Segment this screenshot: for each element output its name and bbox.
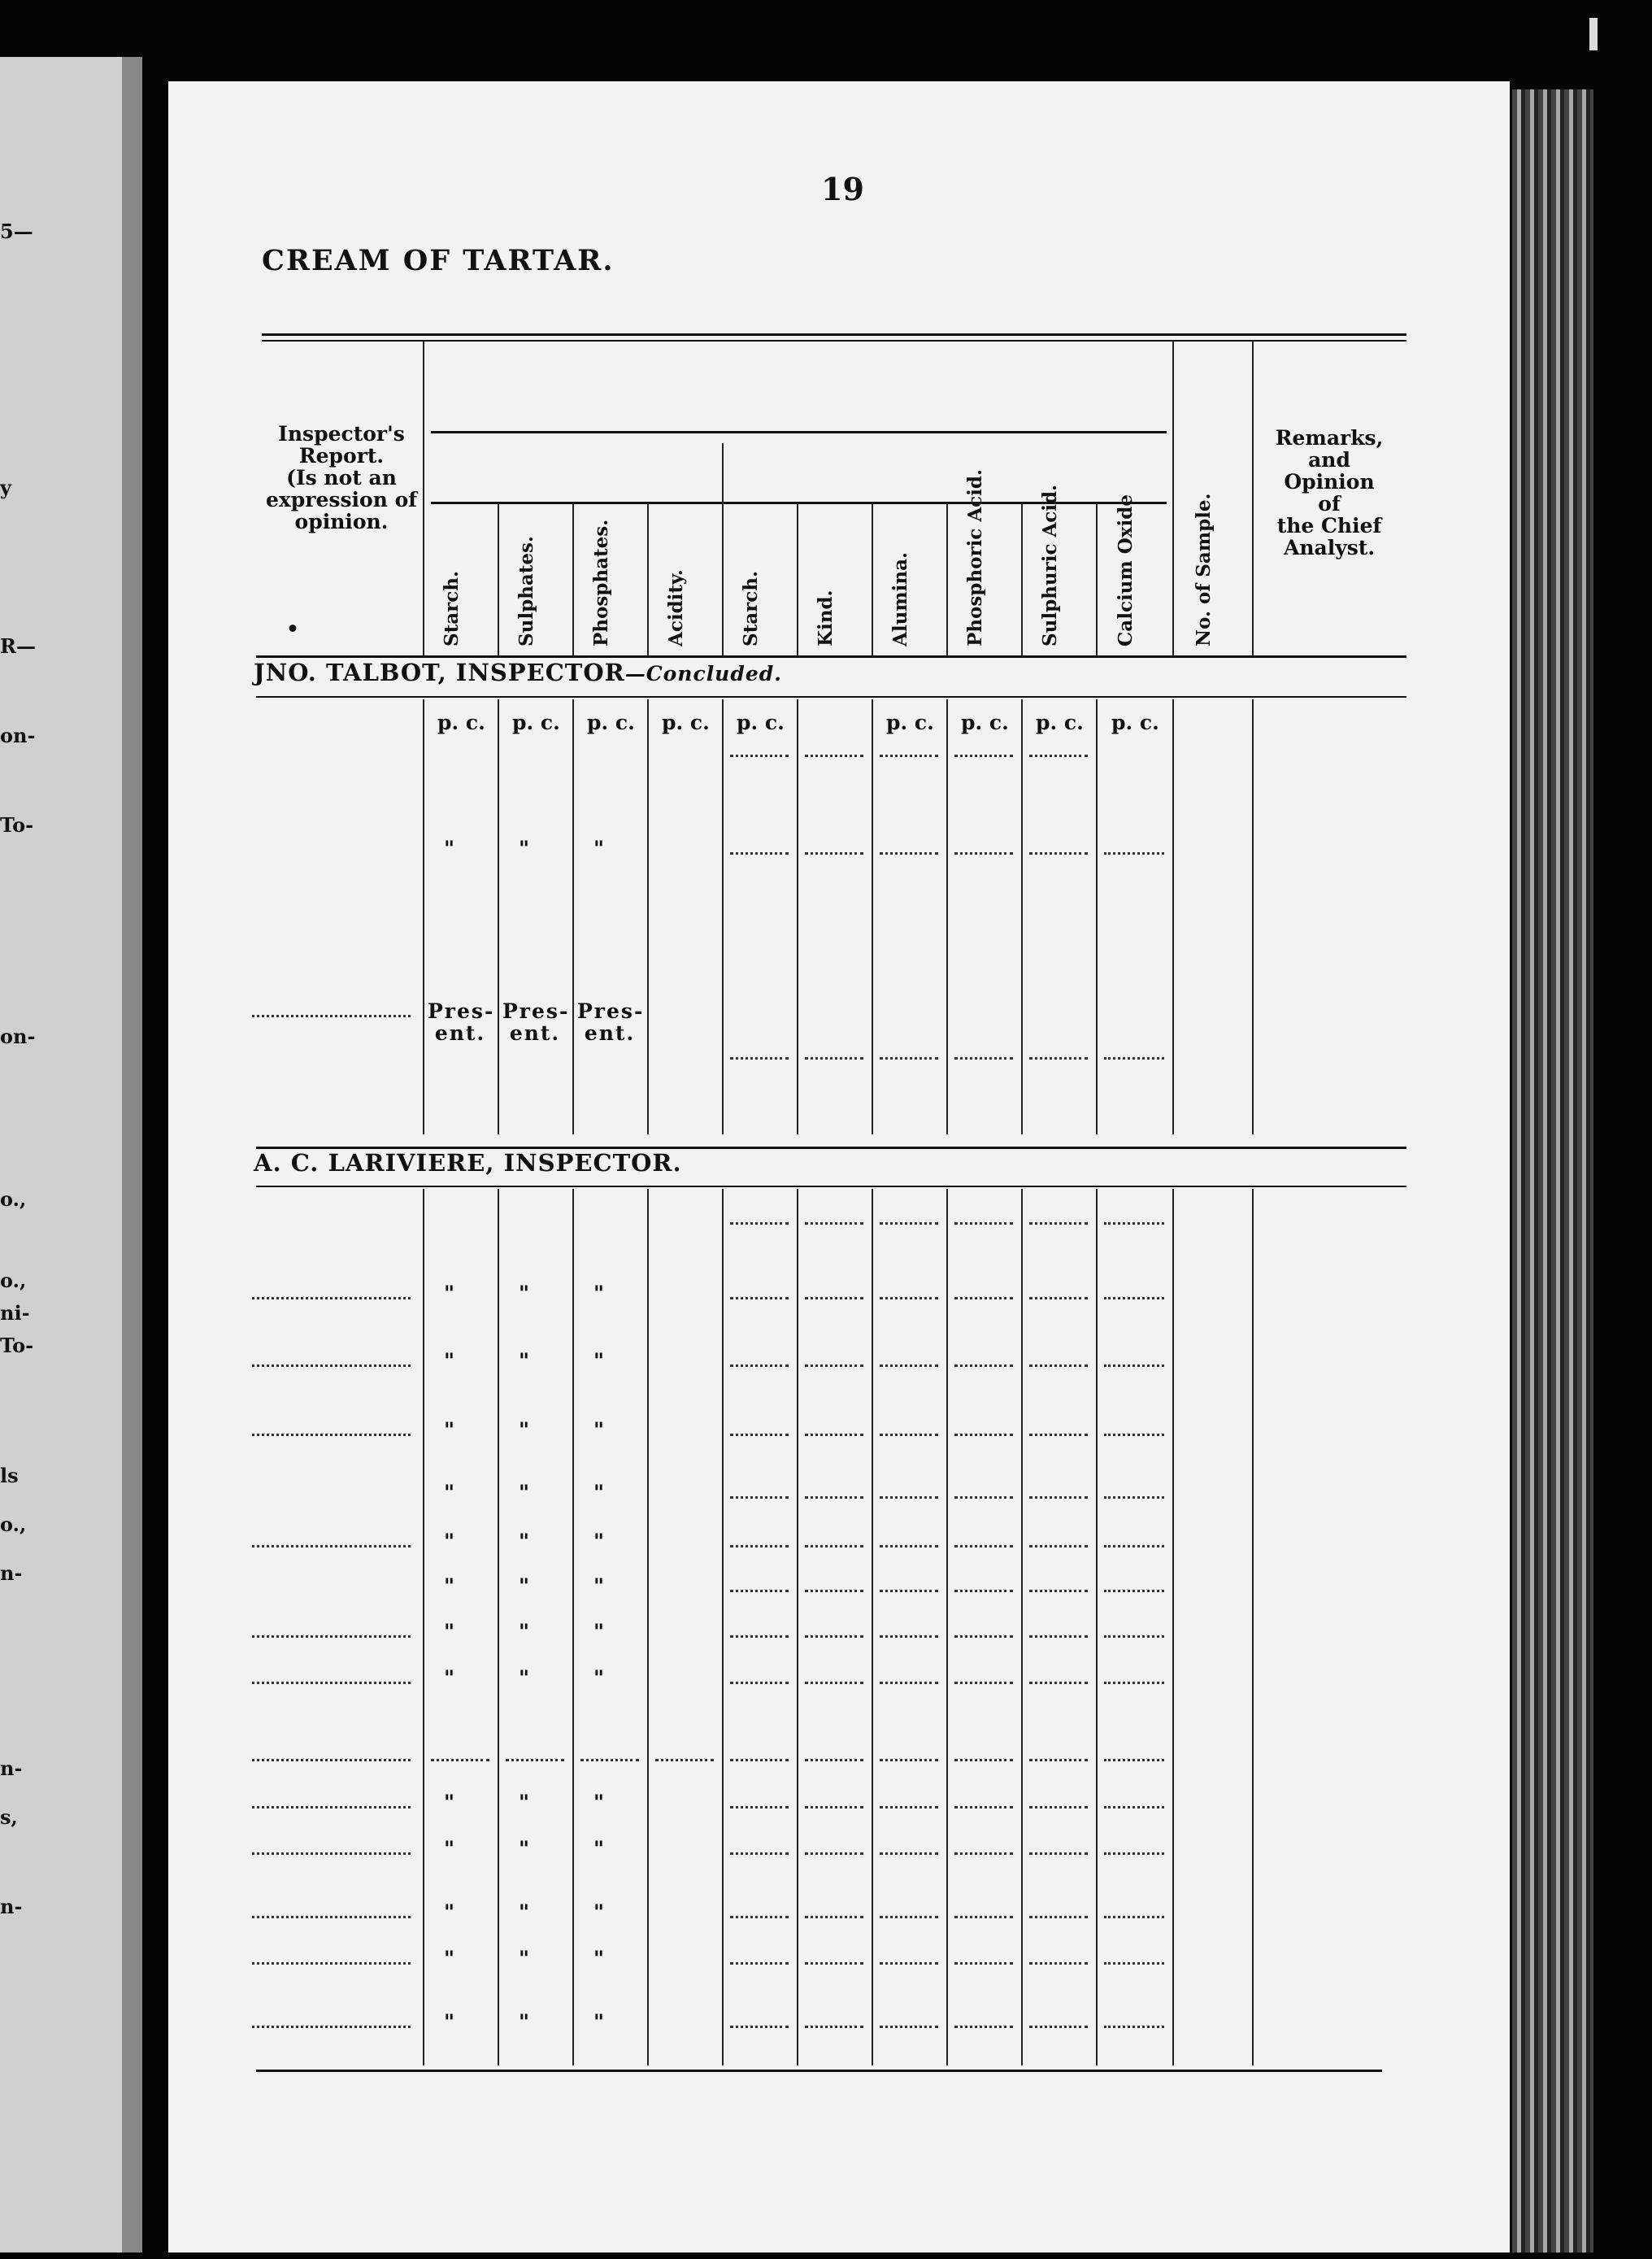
cell-sulphates: ": [519, 1282, 530, 1305]
empty-cell-leader: [730, 1962, 789, 1965]
empty-cell-leader: [1104, 1916, 1164, 1918]
empty-cell-leader: [1104, 1852, 1164, 1855]
cell-phosphates: ": [593, 1574, 605, 1598]
empty-cell-leader: [1104, 1222, 1164, 1225]
empty-cell-leader: [880, 1590, 938, 1592]
empty-cell-leader: [880, 1545, 938, 1547]
cell-starch: ": [444, 2010, 455, 2034]
body-column-rule: [872, 699, 873, 1134]
cell-starch: ": [444, 837, 455, 860]
report-leader: [252, 1365, 411, 1367]
section-rule: [256, 696, 1406, 698]
empty-cell-leader: [805, 1590, 863, 1592]
column-header: Sulphates.: [515, 536, 537, 646]
empty-cell-leader: [730, 755, 789, 757]
section-rule: [256, 1186, 1406, 1187]
empty-cell-leader: [1029, 1434, 1088, 1436]
empty-cell-leader: [1029, 1916, 1088, 1918]
table-bottom-rule: [256, 2070, 1382, 2072]
empty-cell-leader: [730, 1916, 789, 1918]
scan-mark: [1589, 18, 1598, 50]
empty-cell-leader: [1104, 1057, 1164, 1060]
empty-cell-leader: [954, 1590, 1013, 1592]
cell-sulphates: ": [519, 1900, 530, 1924]
body-column-rule: [1172, 1189, 1174, 2065]
empty-cell-leader: [805, 1806, 863, 1809]
empty-cell-leader: [954, 1682, 1013, 1684]
empty-cell-leader: [730, 1852, 789, 1855]
cell-sulphates: ": [519, 1791, 530, 1814]
empty-cell-leader: [1104, 1496, 1164, 1499]
cell-sulphates: ": [519, 837, 530, 860]
empty-cell-leader: [730, 1635, 789, 1638]
cell-starch: ": [444, 1900, 455, 1924]
column-header: Phosphoric Acid.: [964, 469, 986, 646]
header-column-rule: [423, 342, 424, 655]
body-column-rule: [1096, 1189, 1098, 2065]
body-column-rule: [1252, 699, 1254, 1134]
empty-cell-leader: [880, 2026, 938, 2028]
body-column-rule: [1252, 1189, 1254, 2065]
empty-cell-leader: [580, 1759, 639, 1761]
cell-phosphates: ": [593, 1418, 605, 1442]
empty-cell-leader: [805, 755, 863, 757]
empty-cell-leader: [805, 1545, 863, 1547]
header-top-rule: [262, 333, 1406, 336]
cell-phosphates: [577, 999, 645, 1045]
cell-starch: ": [444, 1947, 455, 1970]
empty-cell-leader: [1029, 852, 1088, 855]
body-column-rule: [647, 1189, 649, 2065]
report-leader: [252, 1297, 411, 1299]
empty-cell-leader: [954, 1806, 1013, 1809]
cell-sulphates: ": [519, 1666, 530, 1690]
cell-phosphates: ": [593, 837, 605, 860]
empty-cell-leader: [805, 2026, 863, 2028]
body-column-rule: [1021, 1189, 1023, 2065]
empty-cell-leader: [805, 1682, 863, 1684]
cell-sulphates: ": [519, 1530, 530, 1553]
section-suffix: —Concluded.: [624, 662, 782, 686]
empty-cell-leader: [880, 1682, 938, 1684]
empty-cell-leader: [805, 1365, 863, 1367]
body-column-rule: [498, 699, 499, 1134]
cell-sulphates: ": [519, 1481, 530, 1504]
empty-cell-leader: [880, 1635, 938, 1638]
body-column-rule: [498, 1189, 499, 2065]
section-title: [254, 659, 782, 686]
empty-cell-leader: [1104, 852, 1164, 855]
cell-phosphates: ": [593, 1620, 605, 1643]
empty-cell-leader: [1104, 1635, 1164, 1638]
empty-cell-leader: [1104, 1759, 1164, 1761]
empty-cell-leader: [730, 1496, 789, 1499]
report-leader: [252, 1015, 411, 1017]
empty-cell-leader: [1029, 1962, 1088, 1965]
margin-fragment: o.,: [0, 1513, 27, 1536]
facing-page-margin-text: [0, 57, 122, 2252]
empty-cell-leader: [1029, 1806, 1088, 1809]
empty-cell-leader: [880, 1297, 938, 1299]
empty-cell-leader: [1029, 1545, 1088, 1547]
header-remarks: Remarks, and Opinion of the Chief Analyst.: [1275, 426, 1384, 559]
empty-cell-leader: [431, 1759, 489, 1761]
cell-starch: [428, 1000, 493, 1044]
facing-page-edge: [122, 57, 142, 2252]
header-bottom-rule: [256, 655, 1406, 658]
body-column-rule: [1172, 699, 1174, 1134]
column-header: Acidity.: [665, 569, 687, 646]
cell-phosphates: ": [593, 1837, 605, 1861]
facing-page: [0, 57, 142, 2252]
report-leader: [252, 1434, 411, 1436]
empty-cell-leader: [880, 1496, 938, 1499]
unit-label: p. c.: [737, 711, 785, 734]
empty-cell-leader: [880, 1365, 938, 1367]
report-leader: [252, 1916, 411, 1918]
empty-cell-leader: [954, 1962, 1013, 1965]
margin-fragment: ls: [0, 1464, 19, 1487]
header-inspector-report: Inspector's Report. (Is not an expression of opinion.: [266, 422, 417, 533]
cell-starch: ": [444, 1620, 455, 1643]
cell-sulphates: [502, 999, 570, 1045]
column-header: Sulphuric Acid.: [1039, 484, 1061, 646]
margin-fragment: 5—: [0, 220, 33, 243]
body-column-rule: [946, 699, 948, 1134]
book-edge: [1512, 89, 1593, 2252]
empty-cell-leader: [730, 1806, 789, 1809]
cell-starch: ": [444, 1418, 455, 1442]
column-header: Kind.: [815, 590, 837, 646]
cell-sulphates: ": [519, 1947, 530, 1970]
body-column-rule: [722, 699, 724, 1134]
empty-cell-leader: [954, 1365, 1013, 1367]
empty-cell-leader: [1029, 1759, 1088, 1761]
cell-sulphates: ": [519, 2010, 530, 2034]
margin-fragment: on-: [0, 1025, 36, 1048]
header-top-rule-2: [262, 340, 1406, 342]
empty-cell-leader: [880, 1962, 938, 1965]
header-column-rule: [872, 504, 873, 655]
cell-phosphates: ": [593, 1282, 605, 1305]
section-inspector-name: A. C. LARIVIERE, INSPECTOR.: [254, 1149, 682, 1177]
empty-cell-leader: [880, 1806, 938, 1809]
cell-phosphates: ": [593, 1791, 605, 1814]
empty-cell-leader: [1029, 1682, 1088, 1684]
empty-cell-leader: [805, 1297, 863, 1299]
empty-cell-leader: [954, 1297, 1013, 1299]
empty-cell-leader: [1029, 1852, 1088, 1855]
cell-sulphates: ": [519, 1837, 530, 1861]
cell-present: Pres- ent.: [577, 999, 645, 1045]
margin-fragment: on-: [0, 724, 36, 747]
margin-fragment: s,: [0, 1805, 18, 1829]
empty-cell-leader: [805, 1852, 863, 1855]
empty-cell-leader: [880, 755, 938, 757]
empty-cell-leader: [730, 1759, 789, 1761]
empty-cell-leader: [954, 1434, 1013, 1436]
empty-cell-leader: [1104, 1682, 1164, 1684]
cell-phosphates: ": [593, 1666, 605, 1690]
header-column-rule: [722, 443, 724, 655]
body-column-rule: [572, 699, 574, 1134]
body-column-rule: [946, 1189, 948, 2065]
empty-cell-leader: [880, 1759, 938, 1761]
body-column-rule: [1021, 699, 1023, 1134]
empty-cell-leader: [880, 1434, 938, 1436]
header-column-rule: [946, 504, 948, 655]
cell-present: Pres- ent.: [428, 999, 495, 1045]
empty-cell-leader: [730, 1222, 789, 1225]
unit-label: p. c.: [1036, 711, 1084, 734]
empty-cell-leader: [954, 1057, 1013, 1060]
body-column-rule: [872, 1189, 873, 2065]
column-header: Phosphates.: [590, 519, 612, 646]
margin-fragment: To-: [0, 813, 34, 837]
cell-sulphates: ": [519, 1349, 530, 1373]
cell-phosphates: ": [593, 1349, 605, 1373]
cell-present: Pres- ent.: [502, 999, 570, 1045]
margin-fragment: y: [0, 476, 11, 499]
cell-sulphates: ": [519, 1574, 530, 1598]
column-header: No. of Sample.: [1193, 493, 1215, 646]
empty-cell-leader: [954, 755, 1013, 757]
empty-cell-leader: [805, 1635, 863, 1638]
empty-cell-leader: [1029, 1297, 1088, 1299]
empty-cell-leader: [730, 1545, 789, 1547]
margin-fragment: o.,: [0, 1187, 27, 1211]
margin-fragment: n-: [0, 1895, 23, 1918]
empty-cell-leader: [730, 1057, 789, 1060]
empty-cell-leader: [954, 1496, 1013, 1499]
empty-cell-leader: [730, 1590, 789, 1592]
cell-starch: ": [444, 1574, 455, 1598]
empty-cell-leader: [1029, 1635, 1088, 1638]
page-number: 19: [821, 171, 864, 207]
unit-label: p. c.: [961, 711, 1009, 734]
header-column-rule: [1096, 504, 1098, 655]
empty-cell-leader: [880, 1057, 938, 1060]
cell-starch: ": [444, 1481, 455, 1504]
report-leader: [252, 2026, 411, 2028]
empty-cell-leader: [730, 1434, 789, 1436]
header-column-rule: [647, 504, 649, 655]
cell-starch: ": [444, 1530, 455, 1553]
section-inspector-name: JNO. TALBOT, INSPECTOR: [254, 659, 625, 686]
empty-cell-leader: [1104, 2026, 1164, 2028]
empty-cell-leader: [805, 1222, 863, 1225]
empty-cell-leader: [1104, 1590, 1164, 1592]
empty-cell-leader: [730, 1297, 789, 1299]
empty-cell-leader: [954, 2026, 1013, 2028]
empty-cell-leader: [805, 1434, 863, 1436]
cell-starch: ": [444, 1666, 455, 1690]
body-column-rule: [423, 1189, 424, 2065]
unit-label: p. c.: [437, 711, 485, 734]
cell-phosphates: ": [593, 1530, 605, 1553]
empty-cell-leader: [730, 2026, 789, 2028]
unit-label: p. c.: [1111, 711, 1159, 734]
empty-cell-leader: [805, 1759, 863, 1761]
empty-cell-leader: [730, 1682, 789, 1684]
header-column-rule: [1021, 504, 1023, 655]
empty-cell-leader: [954, 1635, 1013, 1638]
cell-starch: ": [444, 1837, 455, 1861]
empty-cell-leader: [506, 1759, 564, 1761]
column-header: Alumina.: [889, 551, 911, 646]
empty-cell-leader: [1029, 1496, 1088, 1499]
margin-fragment: To-: [0, 1334, 34, 1357]
body-column-rule: [722, 1189, 724, 2065]
report-leader: [252, 1682, 411, 1684]
section-title: [254, 1149, 682, 1177]
report-leader: [252, 1806, 411, 1809]
empty-cell-leader: [954, 1916, 1013, 1918]
margin-fragment: ni-: [0, 1301, 30, 1325]
report-leader: [252, 1759, 411, 1761]
header-column-rule: [797, 504, 798, 655]
report-leader: [252, 1635, 411, 1638]
empty-cell-leader: [1104, 1365, 1164, 1367]
empty-cell-leader: [805, 1496, 863, 1499]
empty-cell-leader: [805, 1962, 863, 1965]
report-leader: [252, 1962, 411, 1965]
empty-cell-leader: [1104, 1545, 1164, 1547]
body-column-rule: [423, 699, 424, 1134]
cell-phosphates: ": [593, 1900, 605, 1924]
header-column-rule: [498, 504, 499, 655]
body-column-rule: [647, 699, 649, 1134]
column-header: Starch.: [441, 571, 463, 646]
unit-label: p. c.: [587, 711, 635, 734]
cell-starch: ": [444, 1791, 455, 1814]
empty-cell-leader: [1029, 1222, 1088, 1225]
empty-cell-leader: [954, 1852, 1013, 1855]
empty-cell-leader: [880, 1852, 938, 1855]
empty-cell-leader: [880, 852, 938, 855]
empty-cell-leader: [730, 1365, 789, 1367]
report-leader: [252, 1852, 411, 1855]
empty-cell-leader: [1029, 1057, 1088, 1060]
cell-starch: ": [444, 1282, 455, 1305]
empty-cell-leader: [805, 852, 863, 855]
margin-fragment: R—: [0, 634, 36, 658]
empty-cell-leader: [730, 852, 789, 855]
body-column-rule: [1096, 699, 1098, 1134]
margin-fragment: o.,: [0, 1269, 27, 1292]
empty-cell-leader: [954, 1222, 1013, 1225]
cell-sulphates: ": [519, 1418, 530, 1442]
cell-phosphates: ": [593, 1481, 605, 1504]
margin-fragment: n-: [0, 1561, 23, 1585]
empty-cell-leader: [1029, 1590, 1088, 1592]
header-column-rule: [1172, 342, 1174, 655]
unit-label: p. c.: [512, 711, 560, 734]
empty-cell-leader: [954, 852, 1013, 855]
header-column-rule: [572, 504, 574, 655]
empty-cell-leader: [805, 1916, 863, 1918]
body-column-rule: [797, 699, 798, 1134]
empty-cell-leader: [1104, 1962, 1164, 1965]
unit-label: p. c.: [662, 711, 710, 734]
empty-cell-leader: [1104, 1806, 1164, 1809]
empty-cell-leader: [1029, 755, 1088, 757]
document-title: CREAM OF TARTAR.: [262, 244, 615, 277]
empty-cell-leader: [880, 1916, 938, 1918]
cell-sulphates: ": [519, 1620, 530, 1643]
empty-cell-leader: [1029, 1365, 1088, 1367]
report-leader: [252, 1545, 411, 1547]
margin-fragment: n-: [0, 1756, 23, 1780]
cell-phosphates: ": [593, 1947, 605, 1970]
empty-cell-leader: [880, 1222, 938, 1225]
empty-cell-leader: [805, 1057, 863, 1060]
empty-cell-leader: [1104, 1297, 1164, 1299]
column-header: Calcium Oxide: [1115, 494, 1137, 646]
cell-starch: ": [444, 1349, 455, 1373]
empty-cell-leader: [954, 1545, 1013, 1547]
cell-phosphates: ": [593, 2010, 605, 2034]
body-column-rule: [572, 1189, 574, 2065]
empty-cell-leader: [655, 1759, 714, 1761]
header-bullet: •: [286, 617, 299, 641]
empty-cell-leader: [1029, 2026, 1088, 2028]
unit-label: p. c.: [886, 711, 934, 734]
body-column-rule: [797, 1189, 798, 2065]
empty-cell-leader: [1104, 1434, 1164, 1436]
empty-cell-leader: [954, 1759, 1013, 1761]
column-header: Starch.: [740, 571, 762, 646]
